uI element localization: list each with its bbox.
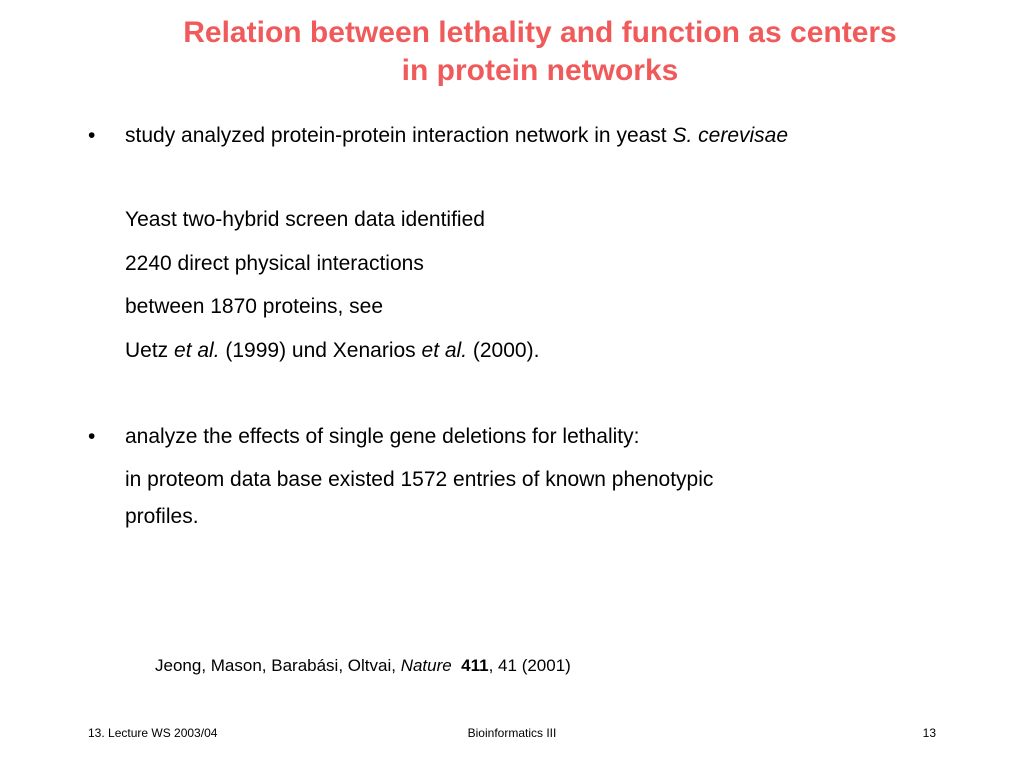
title-line-1: Relation between lethality and function as centers [183, 16, 897, 49]
paragraph-line-2: 2240 direct physical interactions [125, 252, 424, 275]
citation-xenarios: (1999) und Xenarios [219, 339, 422, 362]
reference-journal: Nature [400, 656, 452, 675]
reference-volume: 411 [461, 656, 489, 675]
et-al-1: et al. [174, 339, 220, 362]
reference [155, 655, 571, 677]
bullet-2-text: analyze the effects of single gene deletions for lethality: [125, 425, 640, 448]
reference-authors: Jeong, Mason, Barabási, Oltvai, [155, 656, 401, 675]
footer-lecture: 13. Lecture WS 2003/04 [88, 726, 218, 740]
bullet-1-marker: • [88, 124, 96, 147]
et-al-2: et al. [421, 339, 468, 362]
paragraph-line-1: Yeast two-hybrid screen data identified [125, 208, 485, 231]
bullet-1-main: study analyzed protein-protein interaction network in yeast [125, 124, 673, 147]
bullet-2-marker: • [88, 425, 96, 448]
bullet-1-text [125, 123, 788, 149]
slide-title [100, 14, 980, 90]
footer-page-number: 13 [922, 726, 936, 740]
title-line-2: in protein networks [401, 54, 679, 87]
footer-course: Bioinformatics III [467, 726, 557, 740]
paragraph-line-3: between 1870 proteins, see [125, 295, 384, 318]
bullet-2-line-2: in proteom data base existed 1572 entries of known phenotypic [125, 468, 714, 491]
paragraph-line-4 [125, 338, 539, 364]
citation-uetz: Uetz [125, 339, 175, 362]
species-name: S. cerevisae [672, 124, 789, 147]
citation-year: (2000). [467, 339, 540, 362]
reference-rest: , 41 (2001) [488, 656, 571, 675]
bullet-2-line-3: profiles. [125, 505, 199, 528]
